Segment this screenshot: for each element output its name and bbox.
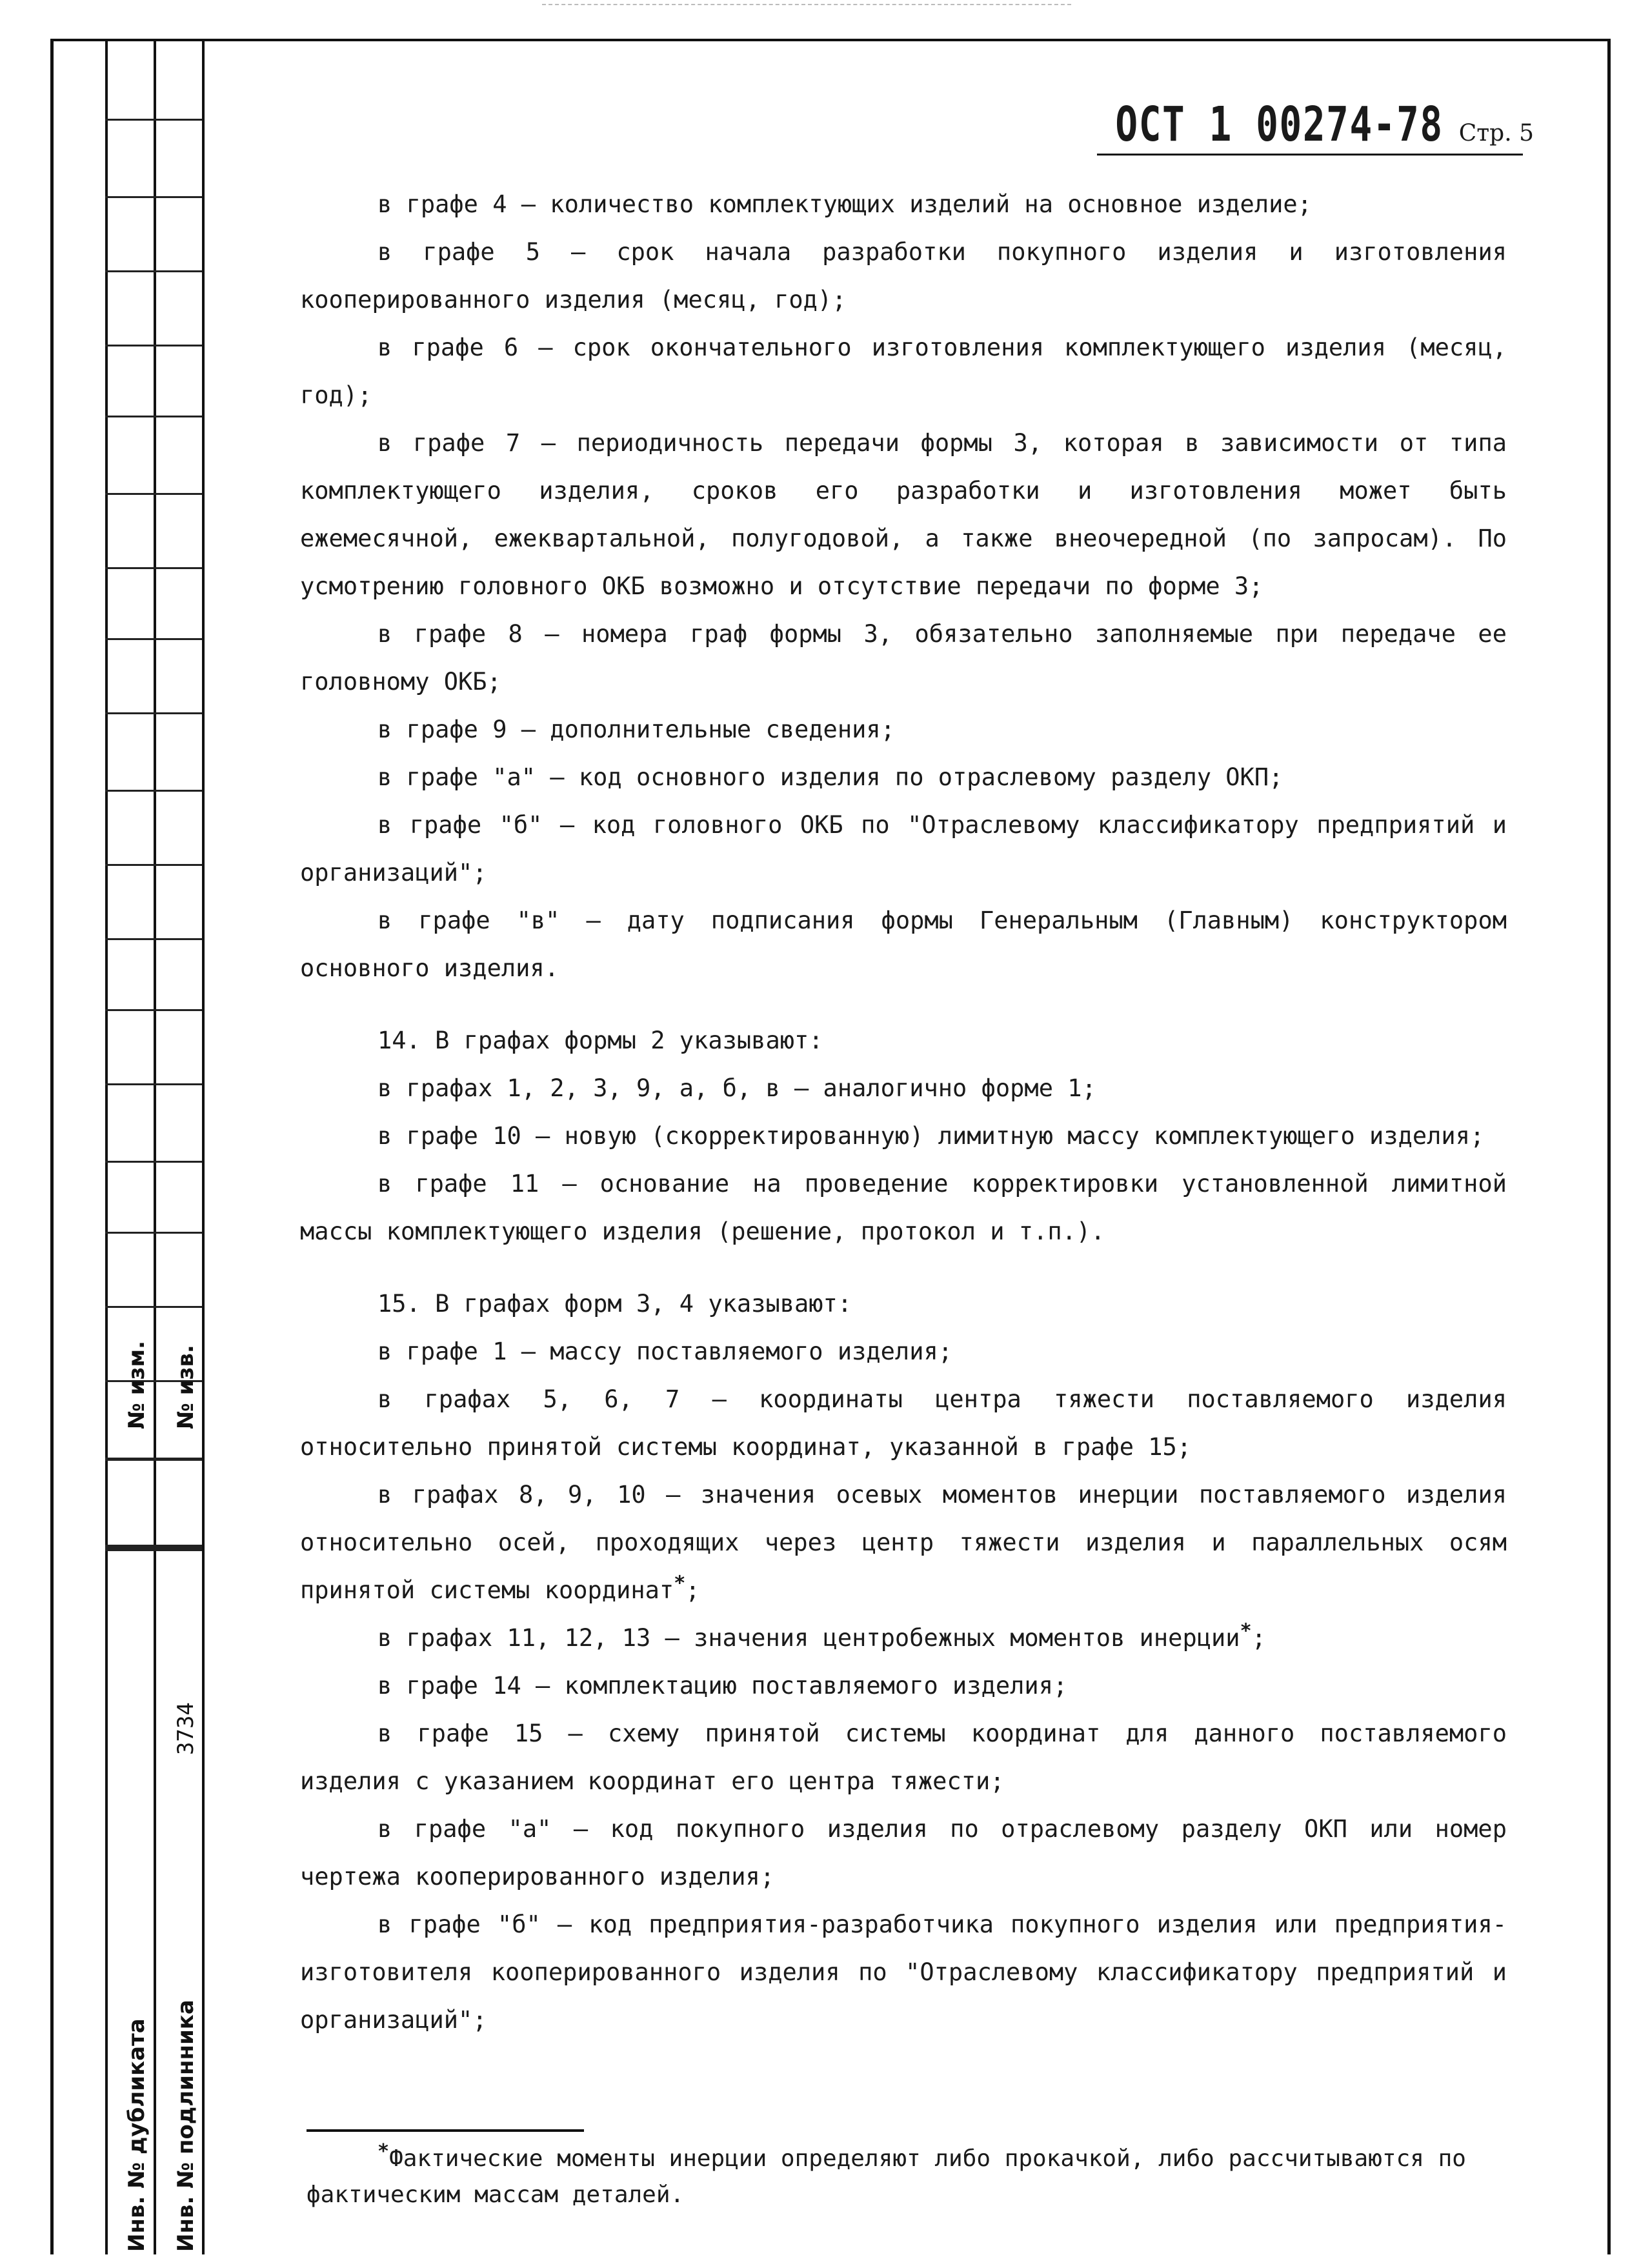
section-heading: 14. В графах формы 2 указывают: — [377, 1027, 823, 1054]
paragraph: в графе 4 – количество комплектующих изделий на основное изделие; — [377, 190, 1312, 218]
paragraph: в графах 5, 6, 7 – координаты центра тяжести поставляемого изделия относительно принятой системы координат, указанной в графе 15; — [300, 1385, 1507, 1461]
margin-tick — [105, 1161, 202, 1163]
margin-column-line — [105, 41, 108, 2254]
paragraph: в графе 5 – срок начала разработки покупного изделия и изготовления кооперированного изделия (месяц, год); — [300, 238, 1507, 314]
margin-tick — [105, 567, 202, 569]
paragraph: в графе 9 – дополнительные сведения; — [377, 716, 895, 743]
paragraph: в графе "б" – код головного ОКБ по "Отраслевому классификатору предприятий и организаций"; — [300, 811, 1507, 887]
paragraph: в графе 1 – массу поставляемого изделия; — [377, 1338, 953, 1365]
paragraph: в графе 14 – комплектацию поставляемого изделия; — [377, 1672, 1068, 1700]
margin-tick — [105, 1306, 202, 1308]
paragraph: в графе "б" – код предприятия-разработчика покупного изделия или предприятия-изготовителя кооперированного изделия по "Отраслевому классификатору предприятий и организаций"; — [300, 1911, 1507, 2034]
margin-column-line — [154, 41, 156, 2254]
margin-tick — [105, 270, 202, 272]
margin-tick — [105, 1458, 202, 1461]
paragraph-with-footnote — [300, 1614, 1507, 1662]
margin-tick — [105, 1232, 202, 1234]
footnote-marker: * — [674, 1572, 686, 1595]
margin-tick — [105, 1548, 202, 1551]
margin-column-line — [202, 41, 205, 2254]
page-number: Стр. 5 — [1458, 120, 1534, 146]
margin-tick — [105, 790, 202, 792]
paragraph: в графе 6 – срок окончательного изготовления комплектующего изделия (месяц, год); — [300, 334, 1507, 409]
punctuation: ; — [1251, 1624, 1266, 1652]
margin-tick — [105, 493, 202, 495]
footnote — [307, 2141, 1513, 2213]
margin-tick — [105, 638, 202, 640]
margin-label-dublikat: Инв. № дубликата — [124, 2018, 150, 2252]
document-code: ОСТ 1 00274-78 — [1115, 97, 1444, 152]
paragraph: в графе 7 – периодичность передачи формы 3, которая в зависимости от типа комплектующего изделия, сроков его разработки и изготовления может быть ежемесячной, ежеквартальной, полугодовой, а также внеочередной (по запросам). По усмотрению головного ОКБ возможно и отсутствие передачи по форме 3; — [300, 429, 1507, 600]
header-underline — [1097, 154, 1523, 156]
margin-tick — [105, 712, 202, 714]
paragraph-with-footnote — [300, 1471, 1507, 1614]
margin-tick — [105, 119, 202, 121]
margin-tick — [105, 345, 202, 346]
paragraph: в графе 8 – номера граф формы 3, обязательно заполняемые при передаче ее головному ОКБ; — [300, 620, 1507, 696]
footnote-text: Фактические моменты инерции определяют либо прокачкой, либо рассчитываются по фактическим массам деталей. — [307, 2145, 1466, 2208]
footnote-marker: * — [377, 2140, 390, 2163]
margin-label-izv: № изв. — [173, 1345, 199, 1429]
section-heading: 15. В графах форм 3, 4 указывают: — [377, 1290, 852, 1318]
footnote-separator — [307, 2129, 584, 2132]
paragraph-text: в графах 8, 9, 10 – значения осевых моментов инерции поставляемого изделия относительно осей, проходящих через центр тяжести изделия и параллельных осям принятой системы координат — [300, 1481, 1507, 1604]
scan-top-edge — [542, 4, 1071, 5]
paragraph: в графе "а" – код основного изделия по отраслевому разделу ОКП; — [377, 763, 1283, 791]
margin-label-podlinnik: Инв. № подлинника — [173, 2000, 199, 2252]
paragraph: в графе 11 – основание на проведение корректировки установленной лимитной массы комплектующего изделия (решение, протокол и т.п.). — [300, 1170, 1507, 1245]
margin-tick — [105, 864, 202, 866]
margin-number: 3734 — [173, 1702, 199, 1755]
paragraph: в графе "в" – дату подписания формы Генеральным (Главным) конструктором основного изделия. — [300, 907, 1507, 982]
document-body — [300, 181, 1507, 2044]
page-header — [1023, 97, 1534, 152]
margin-tick — [105, 196, 202, 198]
paragraph: в графе 15 – схему принятой системы координат для данного поставляемого изделия с указанием координат его центра тяжести; — [300, 1720, 1507, 1795]
paragraph: в графе 10 – новую (скорректированную) лимитную массу комплектующего изделия; — [377, 1122, 1485, 1150]
margin-tick — [105, 416, 202, 417]
paragraph-text: в графах 11, 12, 13 – значения центробежных моментов инерции — [377, 1624, 1240, 1652]
margin-tick — [105, 938, 202, 940]
footnote-marker: * — [1240, 1620, 1252, 1643]
paragraph: в графе "а" – код покупного изделия по отраслевому разделу ОКП или номер чертежа кооперированного изделия; — [300, 1815, 1507, 1891]
margin-tick — [105, 1009, 202, 1011]
paragraph: в графах 1, 2, 3, 9, а, б, в – аналогично форме 1; — [377, 1074, 1096, 1102]
margin-label-izm: № изм. — [124, 1340, 150, 1429]
margin-tick — [105, 1083, 202, 1085]
punctuation: ; — [685, 1576, 700, 1604]
